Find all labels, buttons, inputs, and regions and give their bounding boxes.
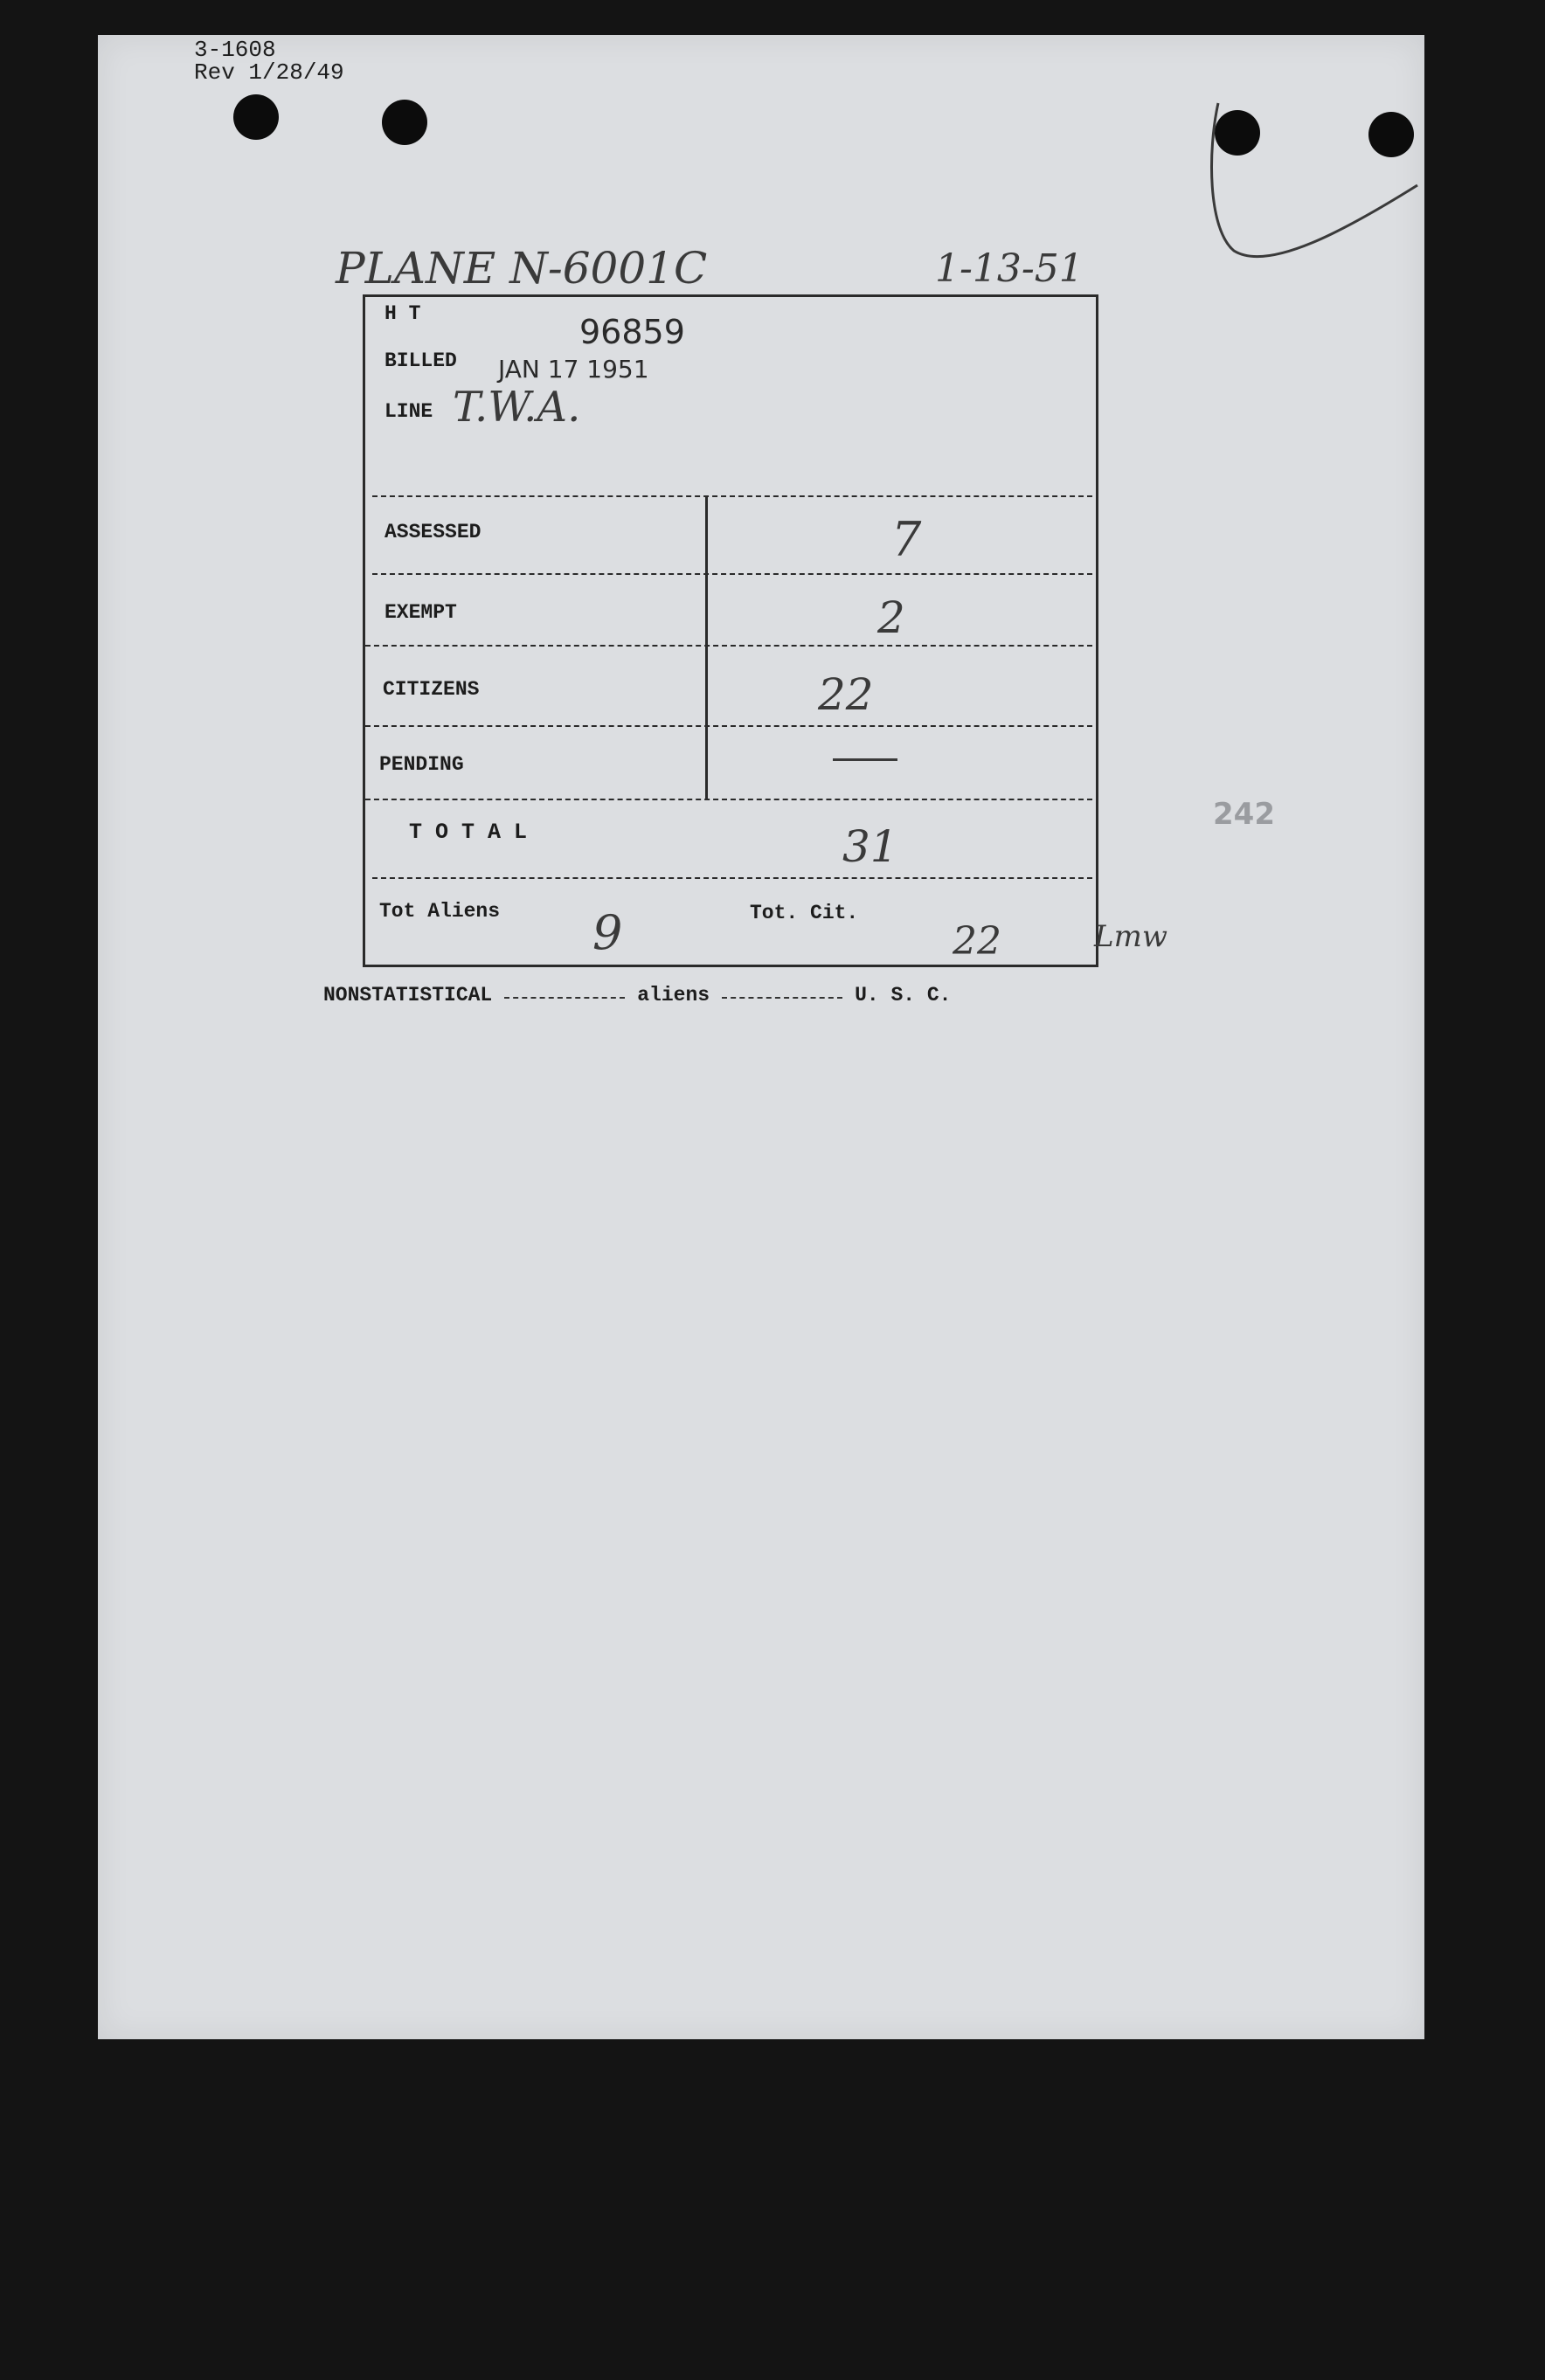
total-value: 31 (842, 821, 898, 872)
line-label: LINE (385, 400, 433, 423)
form-number: 3-1608 (194, 37, 276, 63)
ht-label: H T (385, 302, 421, 325)
form-code (194, 38, 344, 84)
citizens-label: CITIZENS (383, 678, 480, 701)
exempt-value: 2 (877, 592, 905, 643)
usc-blank (722, 997, 842, 999)
nonstatistical-line (323, 984, 951, 1007)
divider (365, 725, 1092, 727)
plane-number: PLANE N-6001C (336, 243, 708, 294)
divider (372, 573, 1092, 575)
assessed-value: 7 (891, 512, 922, 567)
exempt-label: EXEMPT (385, 601, 457, 624)
citizens-value: 22 (818, 669, 874, 720)
manifest-form-box (363, 294, 1098, 967)
clerk-initials: Lmw (1094, 919, 1167, 954)
page-number: 242 (1213, 797, 1275, 832)
pending-dash-mark (833, 758, 897, 761)
form-revision: Rev 1/28/49 (194, 59, 344, 86)
airline-value: T.W.A. (453, 383, 581, 432)
handwritten-date: 1-13-51 (935, 246, 1084, 291)
divider (372, 877, 1092, 879)
total-aliens-label: Tot Aliens (379, 900, 501, 923)
billed-label: BILLED (385, 349, 457, 372)
total-aliens-value: 9 (592, 905, 623, 960)
aliens-word: aliens (637, 984, 710, 1007)
punch-hole (382, 100, 427, 145)
total-label: T O T A L (409, 820, 528, 845)
pen-mark (1208, 98, 1426, 273)
usc-label: U. S. C. (855, 984, 952, 1007)
nonstatistical-label: NONSTATISTICAL (323, 984, 493, 1007)
pending-label: PENDING (379, 753, 464, 776)
column-divider (705, 497, 708, 799)
aliens-blank (504, 997, 625, 999)
document-page (98, 35, 1424, 2039)
divider (365, 645, 1092, 647)
billed-date-stamp: JAN 17 1951 (498, 355, 649, 384)
divider (365, 799, 1092, 800)
punch-hole (233, 94, 279, 140)
number-stamp: 96859 (579, 313, 685, 351)
total-citizens-label: Tot. Cit. (750, 902, 859, 924)
assessed-label: ASSESSED (385, 521, 482, 543)
divider (372, 495, 1092, 497)
total-citizens-value: 22 (953, 919, 1001, 964)
